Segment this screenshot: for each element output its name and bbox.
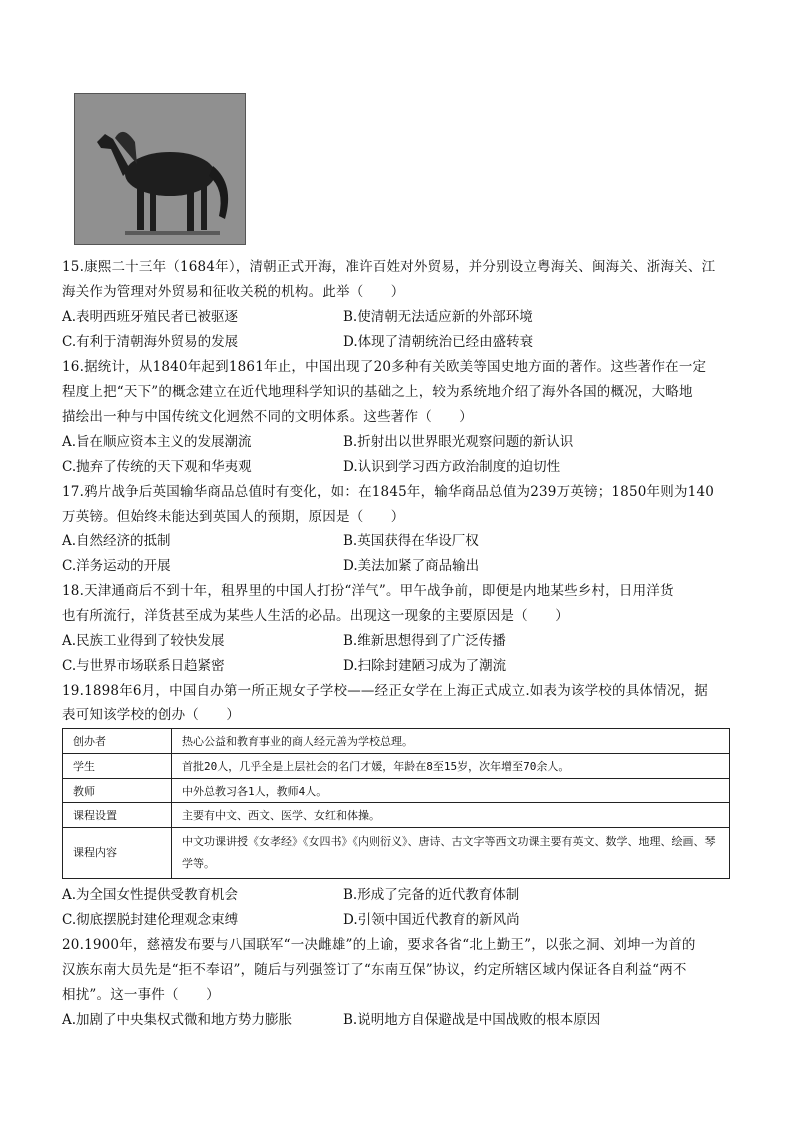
q15-option-d[interactable]: D.体现了清朝统治已经由盛转衰 xyxy=(343,334,534,350)
q16-stem-line2: 程度上把“天下”的概念建立在近代地理科学知识的基础之上，较为系统地介绍了海外各国的概况，大略地 xyxy=(62,384,693,400)
q15-option-c[interactable]: C.有利于清朝海外贸易的发展 xyxy=(62,334,239,350)
q17-option-d[interactable]: D.美法加紧了商品输出 xyxy=(343,558,480,574)
q20-stem-line3: 相扰”。这一事件（ ） xyxy=(62,987,220,1003)
q19-option-c[interactable]: C.彻底摆脱封建伦理观念束缚 xyxy=(62,912,239,928)
q18-option-a[interactable]: A.民族工业得到了较快发展 xyxy=(62,633,225,649)
q15-stem-line1: 15.康熙二十三年（1684年），清朝正式开海，准许百姓对外贸易，并分别设立粤海关、闽海关、浙海关、江 xyxy=(62,259,716,275)
q16-option-a[interactable]: A.旨在顺应资本主义的发展潮流 xyxy=(62,434,252,450)
table-row xyxy=(63,729,730,754)
q15-option-b[interactable]: B.使清朝无法适应新的外部环境 xyxy=(343,309,533,325)
table-row xyxy=(63,828,730,879)
q16-stem-line3: 描绘出一种与中国传统文化迥然不同的文明体系。这些著作（ ） xyxy=(62,409,473,425)
table-body-cell: 中文功课讲授《女孝经》《女四书》《内则衍义》、唐诗、古文字等西文功课主要有英文、数学、地理、绘画、琴学等。 xyxy=(172,828,730,879)
table-body-cell: 首批20人，几乎全是上层社会的名门才媛，年龄在8至15岁，次年增至70余人。 xyxy=(172,754,730,779)
q16-option-c[interactable]: C.抛弃了传统的天下观和华夷观 xyxy=(62,459,252,475)
q20-option-b[interactable]: B.说明地方自保避战是中国战败的根本原因 xyxy=(343,1012,601,1028)
table-row xyxy=(63,754,730,779)
q18-stem-line2: 也有所流行，洋货甚至成为某些人生活的必品。出现这一现象的主要原因是（ ） xyxy=(62,608,569,624)
q20-option-a[interactable]: A.加剧了中央集权式微和地方势力膨胀 xyxy=(62,1012,293,1028)
horse-painting-icon xyxy=(75,94,245,244)
table-head-cell: 课程设置 xyxy=(63,803,172,828)
q19-option-d[interactable]: D.引领中国近代教育的新风尚 xyxy=(343,912,520,928)
q19-option-b[interactable]: B.形成了完备的近代教育体制 xyxy=(343,887,520,903)
table-body-cell: 热心公益和教育事业的商人经元善为学校总理。 xyxy=(172,729,730,754)
table-body-cell: 主要有中文、西文、医学、女红和体操。 xyxy=(172,803,730,828)
q15-stem-line2: 海关作为管理对外贸易和征收关税的机构。此举（ ） xyxy=(62,284,405,300)
table-head-cell: 教师 xyxy=(63,779,172,803)
q17-option-a[interactable]: A.自然经济的抵制 xyxy=(62,533,171,549)
table-head-cell: 学生 xyxy=(63,754,172,779)
table-row xyxy=(63,803,730,828)
q18-option-b[interactable]: B.维新思想得到了广泛传播 xyxy=(343,633,506,649)
table-head-cell: 创办者 xyxy=(63,729,172,754)
q16-stem-line1: 16.据统计，从1840年起到1861年止，中国出现了20多种有关欧美等国史地方面的著作。这些著作在一定 xyxy=(62,359,707,375)
table-row xyxy=(63,779,730,803)
q17-stem-line1: 17.鸦片战争后英国输华商品总值时有变化，如：在1845年，输华商品总值为239万英镑；1850年则为140 xyxy=(62,484,715,500)
q18-option-d[interactable]: D.扫除封建陋习成为了潮流 xyxy=(343,658,507,674)
q15-option-a[interactable]: A.表明西班牙殖民者已被驱逐 xyxy=(62,309,239,325)
q19-stem-line2: 表可知该学校的创办（ ） xyxy=(62,707,241,723)
q17-option-b[interactable]: B.英国获得在华设厂权 xyxy=(343,533,479,549)
q20-stem-line1: 20.1900年，慈禧发布要与八国联军“一决雌雄”的上谕，要求各省“北上勤王”，以张之洞、刘坤一为首的 xyxy=(62,937,696,953)
q16-option-b[interactable]: B.折射出以世界眼光观察问题的新认识 xyxy=(343,434,574,450)
horse-painting-image xyxy=(74,93,246,245)
q16-option-d[interactable]: D.认识到学习西方政治制度的迫切性 xyxy=(343,459,561,475)
table-body-cell: 中外总教习各1人，教师4人。 xyxy=(172,779,730,803)
q18-option-c[interactable]: C.与世界市场联系日趋紧密 xyxy=(62,658,225,674)
q18-stem-line1: 18.天津通商后不到十年，租界里的中国人打扮“洋气”。甲午战争前，即便是内地某些乡村，日用洋货 xyxy=(62,583,674,599)
school-info-table xyxy=(62,728,730,879)
table-head-cell: 课程内容 xyxy=(63,828,172,879)
q19-stem-line1: 19.1898年6月，中国自办第一所正规女子学校——经正女学在上海正式成立.如表为该学校的具体情况，据 xyxy=(62,683,708,699)
q17-stem-line2: 万英镑。但始终未能达到英国人的预期，原因是（ ） xyxy=(62,509,405,525)
q17-option-c[interactable]: C.洋务运动的开展 xyxy=(62,558,171,574)
q20-stem-line2: 汉族东南大员先是“拒不奉诏”，随后与列强签订了“东南互保”协议，约定所辖区域内保证各自利益“两不 xyxy=(62,962,687,978)
q19-option-a[interactable]: A.为全国女性提供受教育机会 xyxy=(62,887,239,903)
